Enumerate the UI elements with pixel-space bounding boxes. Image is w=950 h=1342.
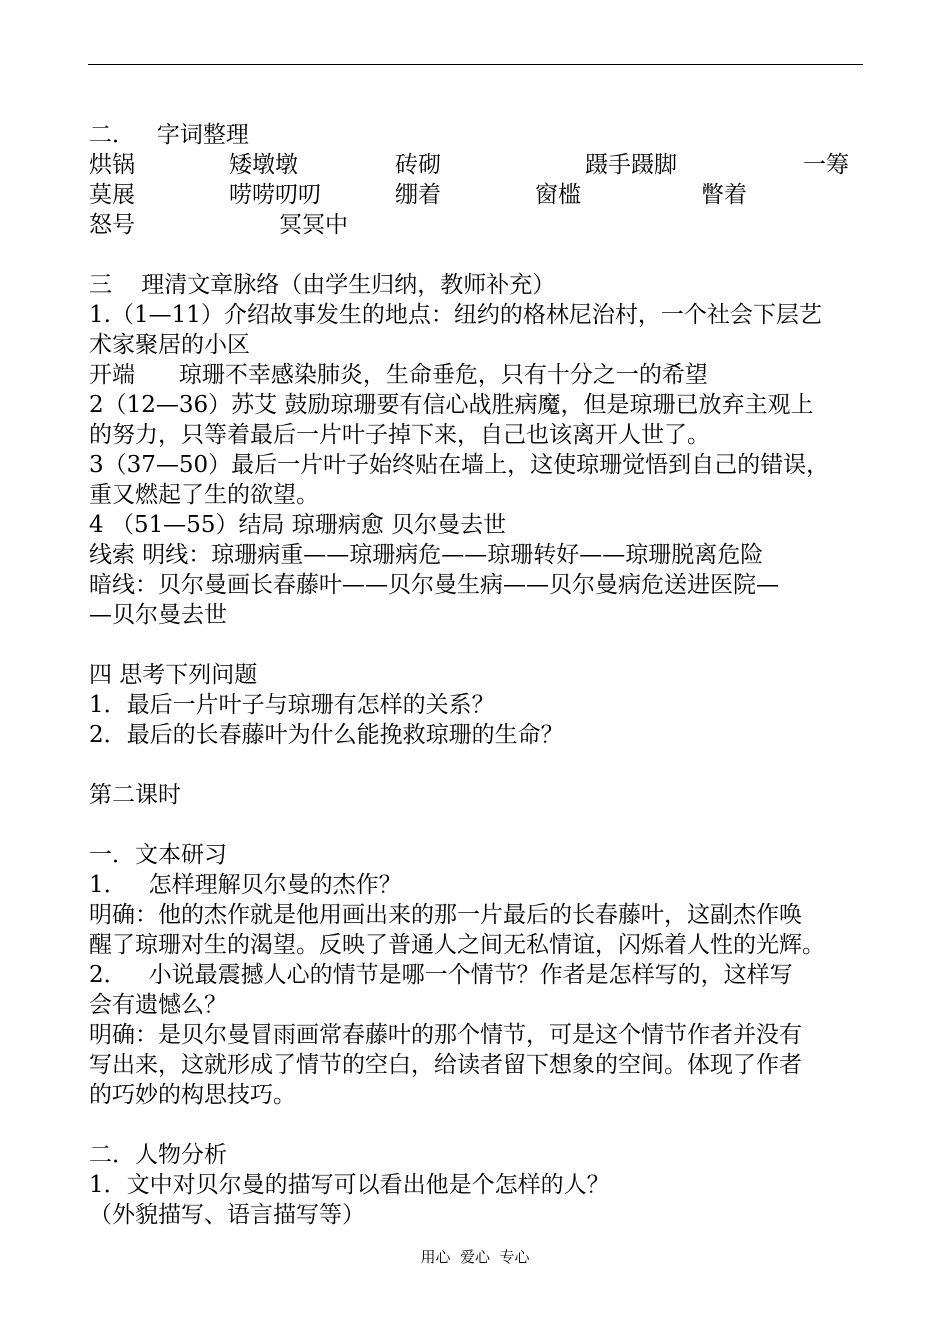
vocab-row bbox=[89, 210, 869, 240]
text-line: 2． 小说最震撼人心的情节是哪一个情节？作者是怎样写的，这样写 bbox=[89, 962, 793, 988]
text-line: 写出来，这就形成了情节的空白，给读者留下想象的空间。体现了作者 bbox=[89, 1052, 802, 1078]
text-line: 术家聚居的小区 bbox=[89, 332, 250, 358]
text-line: 线索 明线：琼珊病重——琼珊病危——琼珊转好——琼珊脱离危险 bbox=[89, 542, 764, 568]
text-line: 1． 怎样理解贝尔曼的杰作？ bbox=[89, 872, 402, 898]
vocab-word: 怒号 bbox=[89, 212, 135, 238]
text-line: 2（12—36）苏艾 鼓励琼珊要有信心战胜病魔，但是琼珊已放弃主观上 bbox=[89, 392, 814, 418]
document-body bbox=[89, 120, 869, 1230]
vocab-word: 一筹 bbox=[803, 152, 849, 178]
section-heading: 四 思考下列问题 bbox=[89, 662, 258, 688]
text-line: （外貌描写、语言描写等） bbox=[89, 1202, 365, 1228]
text-line: 4 （51—55）结局 琼珊病愈 贝尔曼去世 bbox=[89, 512, 507, 538]
section-heading: 二． 字词整理 bbox=[89, 122, 249, 148]
text-line: 明确：是贝尔曼冒雨画常春藤叶的那个情节，可是这个情节作者并没有 bbox=[89, 1022, 802, 1048]
vocab-word: 窗槛 bbox=[535, 182, 581, 208]
vocab-row bbox=[89, 180, 869, 210]
vocab-word: 绷着 bbox=[395, 182, 441, 208]
text-line: —贝尔曼去世 bbox=[89, 602, 227, 628]
lesson-title: 第二课时 bbox=[89, 782, 181, 808]
vocab-word: 烘锅 bbox=[89, 152, 135, 178]
text-line: 重又燃起了生的欲望。 bbox=[89, 482, 319, 508]
vocab-row bbox=[89, 150, 869, 180]
text-line: 1．文中对贝尔曼的描写可以看出他是个怎样的人？ bbox=[89, 1172, 610, 1198]
text-line: 暗线：贝尔曼画长春藤叶——贝尔曼生病——贝尔曼病危送进医院— bbox=[89, 572, 779, 598]
vocab-word: 砖砌 bbox=[395, 152, 441, 178]
text-line: 3（37—50）最后一片叶子始终贴在墙上，这使琼珊觉悟到自己的错误， bbox=[89, 452, 830, 478]
text-line: 明确：他的杰作就是他用画出来的那一片最后的长春藤叶，这副杰作唤 bbox=[89, 902, 802, 928]
question-line: 1．最后一片叶子与琼珊有怎样的关系？ bbox=[89, 692, 495, 718]
vocab-word: 蹑手蹑脚 bbox=[585, 152, 677, 178]
vocab-word: 冥冥中 bbox=[279, 212, 348, 238]
header-rule bbox=[88, 64, 863, 65]
vocab-word: 唠唠叨叨 bbox=[229, 182, 321, 208]
question-line: 2．最后的长春藤叶为什么能挽救琼珊的生命？ bbox=[89, 722, 564, 748]
section-heading: 一．文本研习 bbox=[89, 842, 227, 868]
text-line: 会有遗憾么？ bbox=[89, 992, 227, 1018]
text-line: 1.（1—11）介绍故事发生的地点：纽约的格林尼治村，一个社会下层艺 bbox=[89, 302, 822, 328]
vocab-word: 矮墩墩 bbox=[229, 152, 298, 178]
page-footer: 用心 爱心 专心 bbox=[420, 1248, 530, 1266]
vocab-word: 瞥着 bbox=[701, 182, 747, 208]
section-heading: 三 理清文章脉络（由学生归纳，教师补充） bbox=[89, 272, 556, 298]
text-line: 醒了琼珊对生的渴望。反映了普通人之间无私情谊，闪烁着人性的光辉。 bbox=[89, 932, 825, 958]
text-line: 的努力，只等着最后一片叶子掉下来，自己也该离开人世了。 bbox=[89, 422, 710, 448]
vocab-word: 莫展 bbox=[89, 182, 135, 208]
section-heading: 二．人物分析 bbox=[89, 1142, 227, 1168]
text-line: 开端 琼珊不幸感染肺炎，生命垂危，只有十分之一的希望 bbox=[89, 362, 708, 388]
text-line: 的巧妙的构思技巧。 bbox=[89, 1082, 296, 1108]
